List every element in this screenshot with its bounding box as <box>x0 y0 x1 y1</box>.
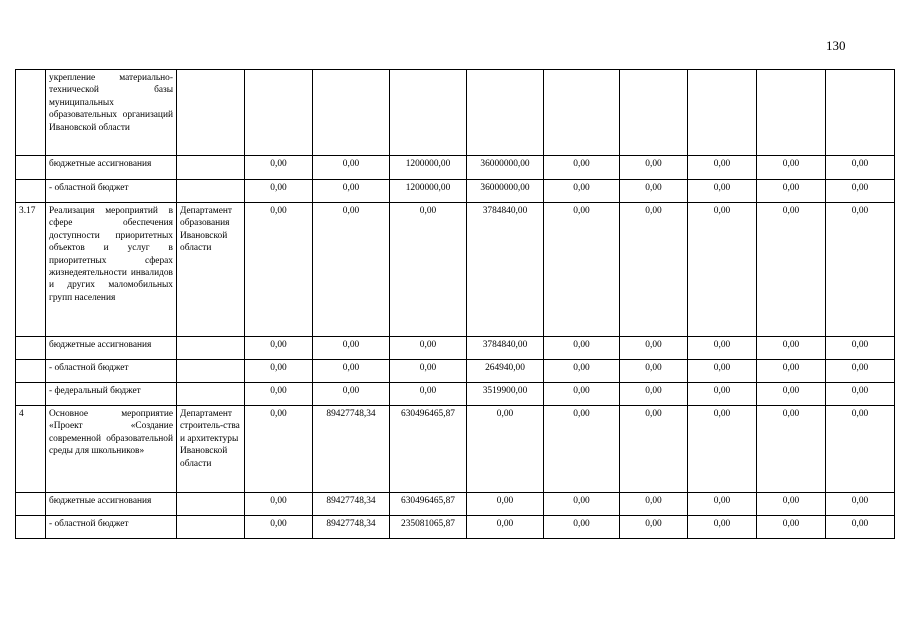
amount-cell: 0,00 <box>620 406 688 493</box>
responsible-executor <box>177 156 245 180</box>
row-index <box>16 360 46 383</box>
table-row <box>16 516 895 539</box>
amount-cell: 0,00 <box>757 180 826 203</box>
amount-cell: 0,00 <box>688 337 757 360</box>
amount-cell: 89427748,34 <box>313 493 390 516</box>
amount-cell: 0,00 <box>620 360 688 383</box>
amount-cell: 0,00 <box>245 360 313 383</box>
amount-cell: 0,00 <box>544 203 620 337</box>
amount-cell: 0,00 <box>757 493 826 516</box>
amount-cell <box>620 70 688 156</box>
amount-cell: 0,00 <box>313 383 390 406</box>
amount-cell: 0,00 <box>826 203 895 337</box>
measure-name: укрепление материально-технической базы муниципальных образовательных организаций Ивановской области <box>46 70 177 156</box>
row-index <box>16 516 46 539</box>
amount-cell: 0,00 <box>688 406 757 493</box>
amount-cell: 0,00 <box>757 406 826 493</box>
amount-cell: 0,00 <box>688 493 757 516</box>
amount-cell: 0,00 <box>757 156 826 180</box>
amount-cell: 1200000,00 <box>390 156 467 180</box>
responsible-executor: Департамент строитель-ства и архитектуры Ивановской области <box>177 406 245 493</box>
amount-cell: 0,00 <box>757 516 826 539</box>
amount-cell: 0,00 <box>688 516 757 539</box>
page-number: 130 <box>826 38 846 53</box>
amount-cell: 0,00 <box>826 516 895 539</box>
responsible-executor: Департамент образования Ивановской области <box>177 203 245 337</box>
measure-name: Основное мероприятие «Проект «Создание современной образовательной среды для школьников» <box>46 406 177 493</box>
measure-name: - областной бюджет <box>46 180 177 203</box>
amount-cell: 264940,00 <box>467 360 544 383</box>
amount-cell <box>544 70 620 156</box>
amount-cell: 0,00 <box>826 156 895 180</box>
amount-cell: 3519900,00 <box>467 383 544 406</box>
responsible-executor <box>177 337 245 360</box>
amount-cell: 0,00 <box>390 360 467 383</box>
amount-cell <box>467 70 544 156</box>
responsible-executor <box>177 70 245 156</box>
measure-name: бюджетные ассигнования <box>46 156 177 180</box>
amount-cell: 0,00 <box>688 360 757 383</box>
amount-cell: 0,00 <box>313 180 390 203</box>
measure-name: Реализация мероприятий в сфере обеспечения доступности приоритетных объектов и услуг в приоритетных сферах жизнедеятельности инвалидов и других маломобильных групп населения <box>46 203 177 337</box>
table-row <box>16 406 895 493</box>
amount-cell <box>688 70 757 156</box>
row-index <box>16 70 46 156</box>
table-row <box>16 156 895 180</box>
amount-cell: 0,00 <box>826 337 895 360</box>
measure-name: - областной бюджет <box>46 360 177 383</box>
amount-cell: 3784840,00 <box>467 203 544 337</box>
amount-cell: 0,00 <box>245 406 313 493</box>
amount-cell: 0,00 <box>826 493 895 516</box>
amount-cell: 0,00 <box>467 516 544 539</box>
amount-cell: 630496465,87 <box>390 493 467 516</box>
amount-cell: 0,00 <box>620 516 688 539</box>
responsible-executor <box>177 493 245 516</box>
measure-name: бюджетные ассигнования <box>46 337 177 360</box>
measure-name: бюджетные ассигнования <box>46 493 177 516</box>
responsible-executor <box>177 516 245 539</box>
amount-cell: 0,00 <box>313 156 390 180</box>
row-index <box>16 493 46 516</box>
measure-name: - областной бюджет <box>46 516 177 539</box>
budget-table <box>15 69 895 539</box>
amount-cell: 0,00 <box>688 203 757 337</box>
table-row <box>16 70 895 156</box>
responsible-executor <box>177 383 245 406</box>
amount-cell: 0,00 <box>757 383 826 406</box>
amount-cell: 0,00 <box>313 337 390 360</box>
amount-cell: 0,00 <box>544 360 620 383</box>
amount-cell: 0,00 <box>620 156 688 180</box>
amount-cell: 0,00 <box>245 180 313 203</box>
amount-cell: 0,00 <box>620 337 688 360</box>
amount-cell: 235081065,87 <box>390 516 467 539</box>
amount-cell <box>245 70 313 156</box>
amount-cell: 0,00 <box>544 337 620 360</box>
amount-cell: 0,00 <box>757 360 826 383</box>
amount-cell: 36000000,00 <box>467 156 544 180</box>
amount-cell: 0,00 <box>544 493 620 516</box>
amount-cell: 0,00 <box>688 180 757 203</box>
amount-cell: 0,00 <box>620 493 688 516</box>
amount-cell: 0,00 <box>467 493 544 516</box>
amount-cell: 0,00 <box>544 516 620 539</box>
table-row <box>16 360 895 383</box>
amount-cell: 0,00 <box>467 406 544 493</box>
amount-cell: 0,00 <box>826 406 895 493</box>
table-row <box>16 180 895 203</box>
table-row <box>16 383 895 406</box>
measure-name: - федеральный бюджет <box>46 383 177 406</box>
amount-cell: 0,00 <box>245 203 313 337</box>
amount-cell: 0,00 <box>757 337 826 360</box>
amount-cell: 0,00 <box>620 203 688 337</box>
amount-cell: 1200000,00 <box>390 180 467 203</box>
amount-cell <box>390 70 467 156</box>
amount-cell: 0,00 <box>390 203 467 337</box>
amount-cell: 89427748,34 <box>313 516 390 539</box>
table-row <box>16 203 895 337</box>
table-row <box>16 493 895 516</box>
amount-cell: 0,00 <box>313 203 390 337</box>
amount-cell <box>313 70 390 156</box>
amount-cell: 0,00 <box>313 360 390 383</box>
table-row <box>16 337 895 360</box>
amount-cell: 0,00 <box>245 516 313 539</box>
row-index: 3.17 <box>16 203 46 337</box>
amount-cell: 0,00 <box>245 493 313 516</box>
amount-cell: 0,00 <box>620 383 688 406</box>
amount-cell: 3784840,00 <box>467 337 544 360</box>
row-index <box>16 383 46 406</box>
amount-cell: 0,00 <box>390 383 467 406</box>
amount-cell: 0,00 <box>544 156 620 180</box>
amount-cell <box>826 70 895 156</box>
row-index <box>16 180 46 203</box>
amount-cell: 630496465,87 <box>390 406 467 493</box>
amount-cell: 0,00 <box>245 156 313 180</box>
amount-cell: 0,00 <box>544 383 620 406</box>
responsible-executor <box>177 360 245 383</box>
amount-cell: 0,00 <box>544 406 620 493</box>
amount-cell: 0,00 <box>245 383 313 406</box>
row-index <box>16 156 46 180</box>
amount-cell: 0,00 <box>826 180 895 203</box>
amount-cell: 0,00 <box>757 203 826 337</box>
responsible-executor <box>177 180 245 203</box>
row-index: 4 <box>16 406 46 493</box>
amount-cell: 0,00 <box>688 156 757 180</box>
amount-cell: 0,00 <box>390 337 467 360</box>
amount-cell: 0,00 <box>245 337 313 360</box>
amount-cell: 0,00 <box>826 360 895 383</box>
row-index <box>16 337 46 360</box>
amount-cell: 0,00 <box>544 180 620 203</box>
amount-cell: 0,00 <box>826 383 895 406</box>
amount-cell <box>757 70 826 156</box>
amount-cell: 89427748,34 <box>313 406 390 493</box>
amount-cell: 0,00 <box>688 383 757 406</box>
amount-cell: 36000000,00 <box>467 180 544 203</box>
amount-cell: 0,00 <box>620 180 688 203</box>
